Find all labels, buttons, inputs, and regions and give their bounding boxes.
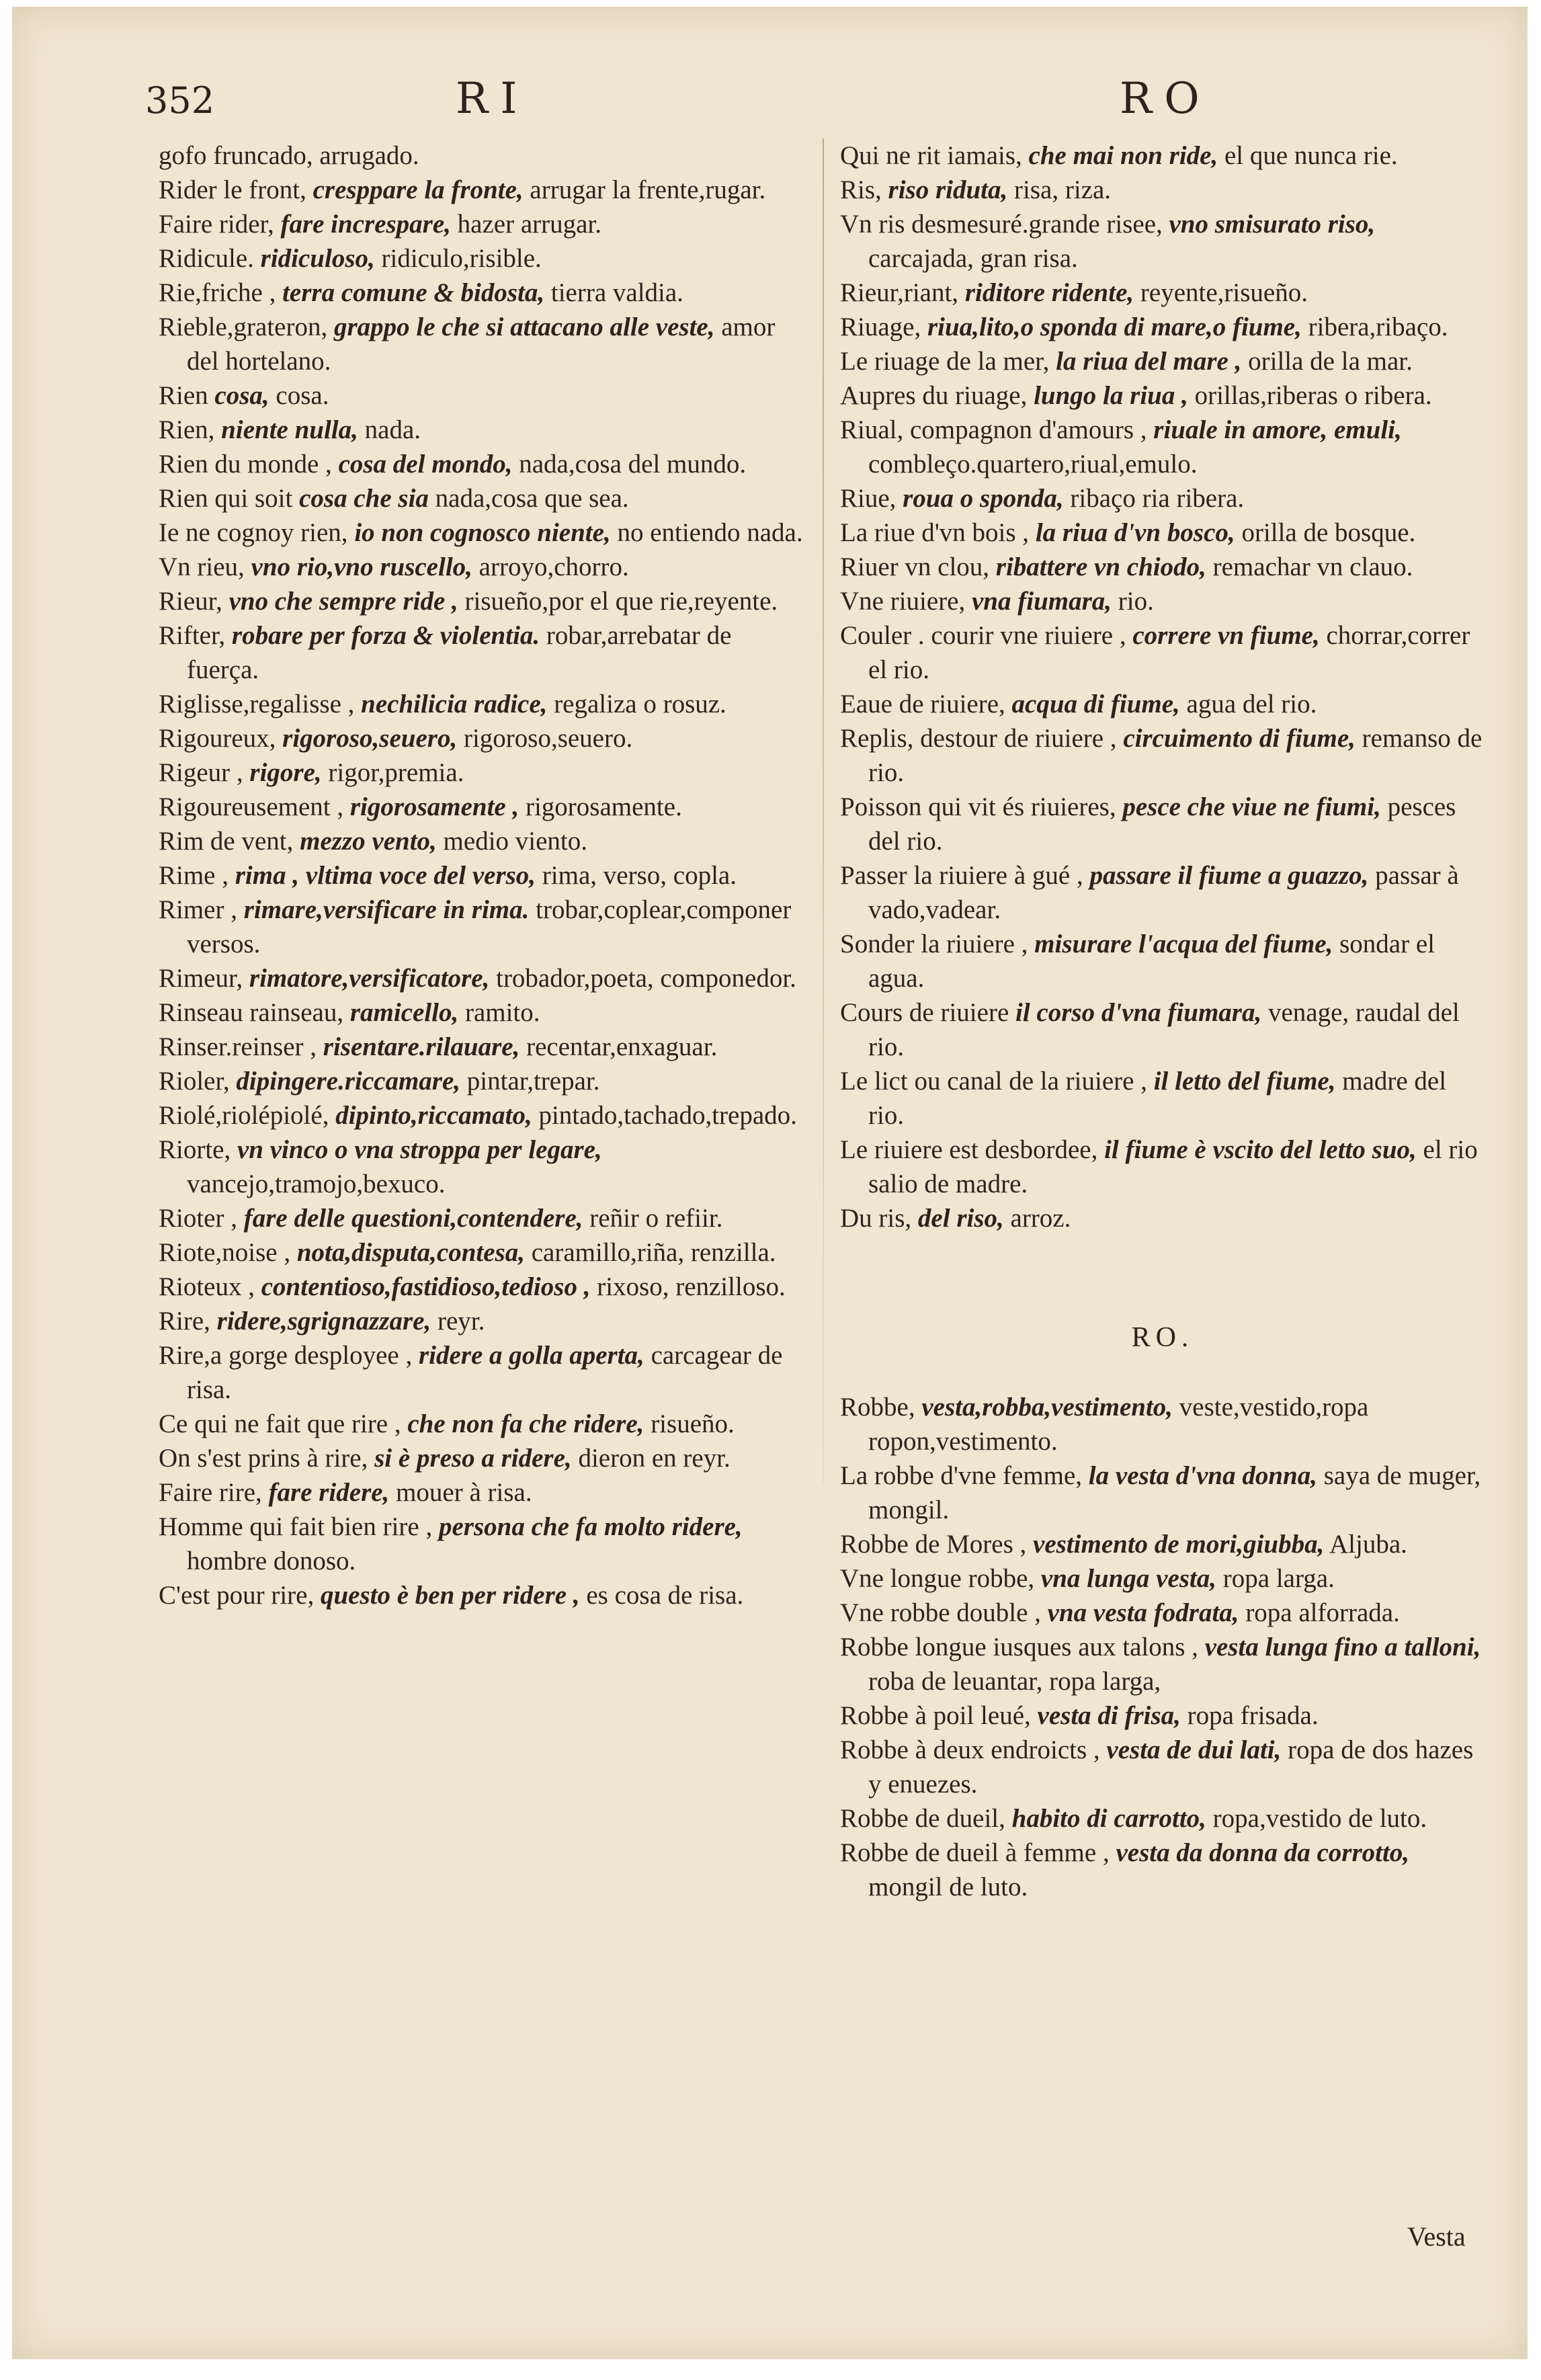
entry-italian: si è preso a ridere, [374,1444,572,1473]
entry-spanish: veste,vestido,ropa ropon,vestimento. [868,1393,1369,1456]
left-column [159,138,805,1612]
entry-spanish: risa, riza. [1014,175,1112,204]
entry-headword: Ce qui ne fait que rire , [159,1409,401,1438]
entry-spanish: pintar,trepar. [466,1067,600,1096]
dictionary-entry [840,1698,1485,1733]
entry-italian: robare per forza & violentia. [231,621,540,650]
entry-italian: vesta de dui lati, [1106,1735,1282,1764]
entry-spanish: nada,cosa del mundo. [519,450,747,479]
entry-italian: persona che fa molto ridere, [438,1512,743,1541]
entry-headword: Rien [159,381,208,410]
entry-italian: habito di carrotto, [1011,1804,1206,1833]
dictionary-entry [159,207,805,241]
catchword: Vesta [1407,2221,1466,2252]
entry-italian: il corso d'vna fiumara, [1015,998,1262,1027]
entry-headword: Rieur, [159,587,222,616]
dictionary-entry [840,721,1485,790]
entry-headword: Rioteux , [159,1272,255,1301]
entry-italian: cosa, [214,381,269,410]
entry-headword: Rime , [159,861,228,890]
entry-italian: lungo la riua , [1034,381,1188,410]
entry-headword: Ie ne cognoy rien, [159,518,348,547]
entry-italian: riditore ridente, [964,278,1134,307]
entry-spanish: remachar vn clauo. [1212,552,1413,581]
entry-headword: On s'est prins à rire, [159,1444,368,1473]
entry-italian: questo è ben per ridere , [320,1581,580,1610]
entry-italian: rima , vltima voce del verso, [235,861,536,890]
dictionary-entry [840,858,1485,927]
entry-spanish: roba de leuantar, ropa larga, [868,1667,1161,1696]
dictionary-entry [840,1630,1485,1698]
entry-headword: Eaue de riuiere, [840,690,1005,719]
entry-italian: vestimento de mori,giubba, [1033,1530,1325,1559]
entry-italian: io non cognosco niente, [354,518,611,547]
entry-spanish: ramito. [464,998,540,1027]
entry-spanish: carcagear de risa. [187,1341,783,1404]
entry-italian: cresppare la fronte, [313,175,524,204]
entry-italian: mezzo vento, [300,827,437,856]
entry-italian: la riua d'vn bosco, [1035,518,1235,547]
entry-headword: Riuer vn clou, [840,552,990,581]
entry-italian: dipingere.riccamare, [236,1067,461,1096]
dictionary-entry [159,858,805,893]
dictionary-entry [159,1270,805,1304]
entry-italian: niente nulla, [221,415,358,444]
dictionary-entry [840,1596,1485,1630]
dictionary-entry [840,1527,1485,1561]
entry-spanish: rigor,premia. [328,758,464,787]
entry-headword: Riuage, [840,313,921,341]
entry-headword: Riglisse,regalisse , [159,690,355,719]
dictionary-entry [840,550,1485,584]
entry-headword: Rim de vent, [159,827,294,856]
entry-spanish: remanso de rio. [868,724,1483,787]
entry-headword: Riorte, [159,1135,231,1164]
dictionary-entry [840,1064,1485,1133]
entry-headword: Rigoureusement , [159,792,344,821]
entry-headword: Riue, [840,484,897,513]
entry-spanish: amor del hortelano. [187,313,776,376]
entry-spanish: reyente,risueño. [1140,278,1308,307]
dictionary-entry [840,378,1485,413]
entry-spanish: trobar,coplear,componer versos. [187,895,792,958]
entry-headword: Rien qui soit [159,484,293,513]
entry-italian: pesce che viue ne fiumi, [1122,792,1381,821]
entry-italian: cosa che sia [299,484,429,513]
entry-spanish: rio. [1118,587,1154,616]
entry-headword: Vne longue robbe, [840,1564,1035,1593]
entry-spanish: el rio salio de madre. [868,1135,1478,1198]
dictionary-entry [840,413,1485,481]
dictionary-entry [159,1510,805,1578]
entry-spanish: el que nunca rie. [1224,141,1398,170]
dictionary-entry [840,1459,1485,1527]
entry-spanish: arrugar la frente,rugar. [530,175,766,204]
dictionary-entry [159,550,805,584]
entry-spanish: mouer à risa. [396,1478,532,1507]
entry-headword: Robbe à poil leué, [840,1701,1031,1730]
dictionary-entry [159,1407,805,1441]
page-number: 352 [145,79,215,122]
dictionary-entry [159,721,805,755]
entry-spanish: agua del rio. [1186,690,1317,719]
entry-spanish: orilla de bosque. [1241,518,1416,547]
entry-headword: Rinseau rainseau, [159,998,344,1027]
dictionary-entry [159,961,805,995]
entry-spanish: Aljuba. [1329,1530,1407,1559]
entry-italian: riuale in amore, emuli, [1153,415,1402,444]
entry-headword: Faire rider, [159,210,274,239]
column-divider [823,138,824,1483]
entry-headword: Vn rieu, [159,552,245,581]
entry-italian: correre vn fiume, [1132,621,1320,650]
entry-headword: Rigeur , [159,758,243,787]
entry-headword: Vne robbe double , [840,1598,1041,1627]
entry-italian: contentioso,fastidioso,tedioso , [261,1272,591,1301]
entry-spanish: nada,cosa que sea. [435,484,629,513]
entry-spanish: orilla de la mar. [1248,347,1413,376]
entry-headword: Passer la riuiere à gué , [840,861,1083,890]
entry-italian: terra comune & bidosta, [282,278,545,307]
entry-italian: rigore, [249,758,322,787]
entry-headword: Robbe de Mores , [840,1530,1027,1559]
entry-headword: Rigoureux, [159,724,276,753]
dictionary-entry [159,413,805,447]
book-page [12,7,1528,2359]
dictionary-entry [840,1201,1485,1235]
dictionary-entry [159,755,805,790]
running-head-left: RI [456,74,530,124]
entry-headword: Le lict ou canal de la riuiere , [840,1067,1147,1096]
entry-spanish: rigorosamente. [525,792,682,821]
dictionary-entry [159,1098,805,1133]
dictionary-entry [159,1304,805,1338]
entry-italian: vna fiumara, [972,587,1112,616]
dictionary-entry [840,927,1485,995]
entry-spanish: rixoso, renzilloso. [597,1272,786,1301]
entry-spanish: passar à vado,vadear. [868,861,1459,924]
entry-headword: Couler . courir vne riuiere , [840,621,1126,650]
entry-italian: vna vesta fodrata, [1047,1598,1239,1627]
entry-italian: rimare,versificare in rima. [243,895,530,924]
entry-headword: Le riuiere est desbordee, [840,1135,1098,1164]
entry-headword: Riual, compagnon d'amours , [840,415,1147,444]
entry-italian: ridere,sgrignazzare, [216,1307,431,1336]
dictionary-entry [159,618,805,687]
dictionary-entry [840,344,1485,378]
dictionary-entry [159,824,805,858]
dictionary-entry [159,173,805,207]
entry-italian: vno rio,vno ruscello, [251,552,472,581]
entry-spanish: madre del rio. [868,1067,1447,1130]
entry-spanish: tierra valdia. [550,278,683,307]
entry-italian: fare increspare, [280,210,451,239]
dictionary-entry [840,1390,1485,1459]
entry-headword: Poisson qui vit és riuieres, [840,792,1116,821]
entry-spanish: reyr. [437,1307,485,1336]
entry-headword: La riue d'vn bois , [840,518,1030,547]
entry-headword: Rire,a gorge desployee , [159,1341,413,1370]
dictionary-entry [159,276,805,310]
entry-italian: rigoroso,seuero, [282,724,458,753]
entry-headword: Faire rire, [159,1478,262,1507]
entry-spanish: risueño,por el que rie,reyente. [464,587,778,616]
entry-italian: ribattere vn chiodo, [995,552,1206,581]
entry-headword: Riolé,riolépiolé, [159,1101,329,1130]
entry-spanish: arroyo,chorro. [478,552,629,581]
dictionary-entry [840,584,1485,618]
right-column-top [840,138,1485,1235]
entry-spanish: nada. [364,415,421,444]
entry-headword: Robbe de dueil à femme , [840,1838,1110,1867]
entry-headword: Rieur,riant, [840,278,959,307]
entry-italian: la riua del mare , [1056,347,1242,376]
dictionary-entry [159,1441,805,1475]
entry-headword: Sonder la riuiere , [840,930,1028,958]
entry-headword: gofo fruncado, arrugado. [159,141,419,170]
entry-italian: il letto del fiume, [1153,1067,1336,1096]
dictionary-entry [840,1836,1485,1904]
dictionary-entry [159,138,805,173]
dictionary-entry [159,584,805,618]
entry-italian: vesta lunga fino a talloni, [1204,1633,1481,1661]
entry-headword: Homme qui fait bien rire , [159,1512,433,1541]
dictionary-entry [159,241,805,276]
dictionary-entry [159,1030,805,1064]
entry-headword: Rinser.reinser , [159,1032,317,1061]
entry-spanish: orillas,riberas o ribera. [1194,381,1432,410]
dictionary-entry [840,1801,1485,1836]
entry-italian: dipinto,riccamato, [335,1101,532,1130]
entry-spanish: risueño. [651,1409,735,1438]
dictionary-entry [159,893,805,961]
entry-italian: circuimento di fiume, [1123,724,1356,753]
entry-headword: Aupres du riuage, [840,381,1028,410]
entry-italian: fare delle questioni,contendere, [243,1204,583,1233]
entry-headword: Rieble,grateron, [159,313,328,341]
entry-italian: il fiume è vscito del letto suo, [1104,1135,1417,1164]
entry-headword: Rien du monde , [159,450,332,479]
dictionary-entry [159,790,805,824]
entry-italian: vn vinco o vna stroppa per legare, [237,1135,602,1164]
entry-spanish: recentar,enxaguar. [526,1032,718,1061]
entry-spanish: sondar el agua. [868,930,1435,993]
entry-italian: del riso, [917,1204,1004,1233]
entry-headword: Du ris, [840,1204,912,1233]
entry-italian: rimatore,versificatore, [249,964,490,993]
running-head-right: RO [1120,74,1212,124]
entry-headword: Rifter, [159,621,226,650]
entry-spanish: hombre donoso. [187,1547,356,1575]
entry-italian: vesta di frisa, [1037,1701,1181,1730]
dictionary-entry [159,1133,805,1201]
entry-spanish: es cosa de risa. [586,1581,744,1610]
right-column [840,138,1485,1904]
entry-headword: Rire, [159,1307,210,1336]
entry-headword: Robbe de dueil, [840,1804,1005,1833]
entry-italian: vna lunga vesta, [1040,1564,1217,1593]
entry-headword: Vne riuiere, [840,587,966,616]
entry-headword: La robbe d'vne femme, [840,1461,1083,1490]
entry-headword: Le riuage de la mer, [840,347,1050,376]
entry-headword: Robbe, [840,1393,915,1422]
entry-spanish: ribera,ribaço. [1308,313,1448,341]
entry-spanish: ropa larga. [1222,1564,1335,1593]
dictionary-entry [840,1133,1485,1201]
dictionary-entry [159,995,805,1030]
entry-spanish: robar,arrebatar de fuerça. [187,621,732,684]
dictionary-entry [840,481,1485,516]
section-heading: RO. [1131,1322,1194,1353]
dictionary-entry [159,310,805,378]
dictionary-entry [840,138,1485,173]
dictionary-entry [840,1561,1485,1596]
dictionary-entry [840,310,1485,344]
entry-headword: Robbe à deux endroicts , [840,1735,1100,1764]
dictionary-entry [840,207,1485,276]
dictionary-entry [840,1733,1485,1801]
entry-spanish: carcajada, gran risa. [868,244,1078,273]
entry-spanish: rigoroso,seuero. [463,724,633,753]
entry-spanish: medio viento. [443,827,588,856]
entry-italian: misurare l'acqua del fiume, [1034,930,1333,958]
entry-headword: Rien, [159,415,215,444]
entry-italian: nota,disputa,contesa, [296,1238,525,1267]
entry-spanish: saya de muger, mongil. [868,1461,1481,1524]
entry-spanish: caramillo,riña, renzilla. [531,1238,776,1267]
entry-headword: C'est pour rire, [159,1581,315,1610]
entry-spanish: cosa. [276,381,329,410]
entry-italian: vno che sempre ride , [228,587,458,616]
entry-italian: rigorosamente , [349,792,519,821]
entry-headword: Vn ris desmesuré.grande risee, [840,210,1163,239]
dictionary-entry [840,687,1485,721]
entry-spanish: ridiculo,risible. [381,244,542,273]
entry-italian: ramicello, [349,998,459,1027]
entry-headword: Rimeur, [159,964,243,993]
entry-spanish: pintado,tachado,trepado. [538,1101,797,1130]
entry-headword: Rioler, [159,1067,230,1096]
dictionary-entry [159,1201,805,1235]
entry-italian: grappo le che si attacano alle veste, [333,313,715,341]
dictionary-entry [840,995,1485,1064]
entry-spanish: mongil de luto. [868,1873,1028,1901]
dictionary-entry [159,378,805,413]
dictionary-entry [159,1338,805,1407]
dictionary-entry [159,1578,805,1612]
entry-spanish: trobador,poeta, componedor. [496,964,796,993]
entry-italian: cosa del mondo, [338,450,513,479]
right-column-bottom [840,1390,1485,1904]
dictionary-entry [159,516,805,550]
entry-italian: che non fa che ridere, [407,1409,644,1438]
dictionary-entry [159,1475,805,1510]
entry-spanish: chorrar,correr el rio. [868,621,1470,684]
dictionary-entry [159,1064,805,1098]
entry-headword: Rioter , [159,1204,237,1233]
entry-spanish: arroz. [1010,1204,1071,1233]
entry-italian: riso riduta, [888,175,1008,204]
entry-italian: risentare.rilauare, [323,1032,520,1061]
entry-italian: ridere a golla aperta, [419,1341,644,1370]
entry-spanish: hazer arrugar. [457,210,602,239]
entry-italian: vesta da donna da corrotto, [1116,1838,1410,1867]
entry-italian: vesta,robba,vestimento, [921,1393,1173,1422]
entry-headword: Ris, [840,175,882,204]
entry-spanish: dieron en reyr. [578,1444,731,1473]
dictionary-entry [840,516,1485,550]
entry-italian: fare ridere, [268,1478,390,1507]
entry-spanish: rima, verso, copla. [542,861,737,890]
entry-spanish: pesces del rio. [868,792,1456,856]
entry-spanish: regaliza o rosuz. [554,690,726,719]
entry-spanish: ropa alforrada. [1245,1598,1400,1627]
dictionary-entry [159,687,805,721]
entry-headword: Cours de riuiere [840,998,1009,1027]
entry-spanish: ribaço ria ribera. [1070,484,1245,513]
entry-italian: ridiculoso, [260,244,375,273]
dictionary-entry [840,276,1485,310]
entry-spanish: ropa de dos hazes y enuezes. [868,1735,1474,1799]
entry-italian: la vesta d'vna donna, [1088,1461,1317,1490]
entry-italian: passare il fiume a guazzo, [1089,861,1369,890]
entry-italian: acqua di fiume, [1011,690,1180,719]
entry-italian: roua o sponda, [903,484,1064,513]
entry-headword: Rie,friche , [159,278,276,307]
entry-spanish: combleço.quartero,riual,emulo. [868,450,1198,479]
dictionary-entry [840,173,1485,207]
entry-italian: che mai non ride, [1028,141,1218,170]
entry-spanish: ropa,vestido de luto. [1212,1804,1427,1833]
dictionary-entry [159,1235,805,1270]
entry-spanish: reñir o refiir. [589,1204,723,1233]
entry-headword: Rider le front, [159,175,306,204]
dictionary-entry [840,618,1485,687]
dictionary-entry [159,481,805,516]
entry-italian: vno smisurato riso, [1169,210,1376,239]
dictionary-entry [840,790,1485,858]
entry-italian: nechilicia radice, [361,690,548,719]
entry-spanish: ropa frisada. [1187,1701,1319,1730]
entry-headword: Replis, destour de riuiere , [840,724,1117,753]
entry-headword: Riote,noise , [159,1238,291,1267]
entry-spanish: vancejo,tramojo,bexuco. [187,1170,446,1198]
entry-headword: Ridicule. [159,244,254,273]
entry-headword: Rimer , [159,895,237,924]
entry-headword: Qui ne rit iamais, [840,141,1022,170]
entry-spanish: venage, raudal del rio. [868,998,1460,1061]
entry-headword: Robbe longue iusques aux talons , [840,1633,1198,1661]
entry-spanish: no entiendo nada. [617,518,803,547]
entry-italian: riua,lito,o sponda di mare,o fiume, [927,313,1302,341]
dictionary-entry [159,447,805,481]
